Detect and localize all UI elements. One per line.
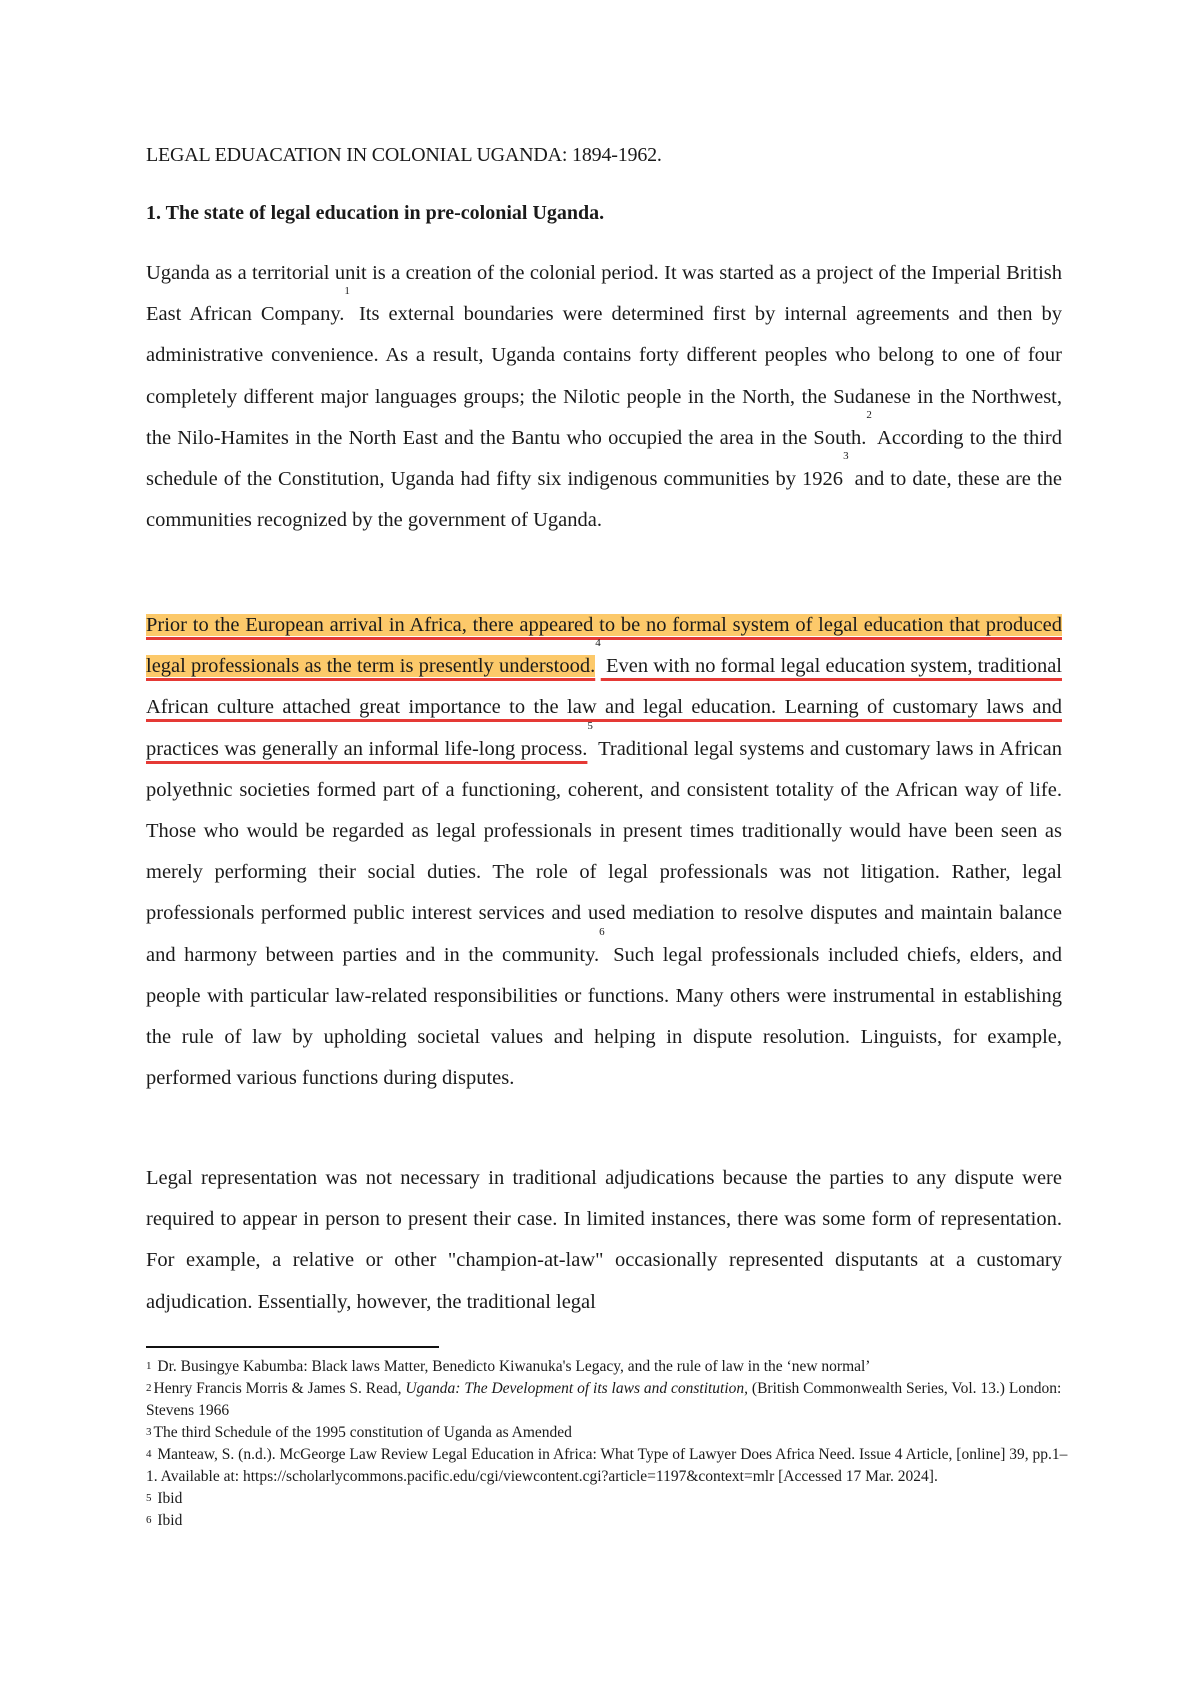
footnote-ref-5[interactable]: 5 <box>587 719 593 732</box>
footnote-1 <box>146 1356 1076 1378</box>
footnote-ref-1[interactable]: 1 <box>344 285 350 298</box>
footnote-number: 2 <box>146 1382 152 1394</box>
paragraph-2 <box>146 605 1062 1099</box>
p2-sentence-2: Traditional legal systems and customary laws in African polyethnic societies formed part of a functioning, coherent, and consistent totality of the African way of life. Those who would be regarded as legal professionals in present times traditionally would have been seen as merely performing their social duties. The role of legal professionals was not litigation. Rather, legal professionals performed public interest services and used mediation to resolve disputes and maintain balance and harmony between parties and in the community. <box>146 737 1063 966</box>
footnote-text: The third Schedule of the 1995 constitution of Uganda as Amended <box>153 1424 572 1441</box>
p1-sentence-1: Uganda as a territorial unit is a creation of the colonial period. It was started as a project of the Imperial British East African Company. <box>146 262 1062 326</box>
footnote-5 <box>146 1488 1076 1510</box>
footnote-text: Dr. Busingye Kabumba: Black laws Matter, Benedicto Kiwanuka's Legacy, and the rule of law in the ‘new normal’ <box>153 1358 871 1375</box>
footnote-number: 3 <box>146 1426 152 1438</box>
footnote-4 <box>146 1444 1076 1488</box>
footnote-text: Ibid <box>153 1490 183 1507</box>
p1-sentence-3: According to the third schedule of the Constitution, Uganda had fifty six indigenous communities by 1926 <box>146 426 1062 491</box>
highlighted-text: Prior to the European arrival in Africa, there appeared to be no formal system of legal education that produced legal professionals as the term is presently understood. <box>146 614 1062 678</box>
p2-sentence-3: Such legal professionals included chiefs, elders, and people with particular law-related responsibilities or functions. Many others were instrumental in establishing the rule of law by upholding societal values and helping in dispute resolution. Linguists, for example, performed various functions during disputes. <box>146 943 1062 1090</box>
footnote-number: 4 <box>146 1448 152 1460</box>
paragraph-1 <box>146 253 1062 541</box>
footnote-ref-4[interactable]: 4 <box>595 637 601 650</box>
underlined-text: Even with no formal legal education system, traditional African culture attached great importance to the law and legal education. Learning of customary laws and practices was generally an informal life-long process. <box>146 655 1062 760</box>
paragraph-3: Legal representation was not necessary in traditional adjudications because the parties to any dispute were required to appear in person to present their case. In limited instances, there was some form of representation. For example, a relative or other "champion-at-law" occasionally represented disputants at a customary adjudication. Essentially, however, the traditional legal <box>146 1167 1062 1313</box>
footnote-text: Ibid <box>153 1512 183 1529</box>
footnote-ref-3[interactable]: 3 <box>843 450 849 463</box>
footnote-ref-6[interactable]: 6 <box>599 925 605 938</box>
footnote-text: (British Commonwealth Series, Vol. 13.) London: Stevens 1966 <box>146 1380 1062 1419</box>
footnote-number: 5 <box>146 1492 152 1504</box>
p1-sentence-4: and to date, these are the communities recognized by the government of Uganda. <box>146 468 1062 532</box>
footnotes <box>146 1356 1076 1532</box>
footnote-text: Manteaw, S. (n.d.). McGeorge Law Review Legal Education in Africa: What Type of Lawyer Does Africa Need. Issue 4 Article, [online] 39, pp.1–1. Available at: https://scholarlycommons.pacific.edu/cgi/viewcontent.cgi?article=1197&context=mlr [Accessed 17 Mar. 2024]. <box>146 1446 1068 1485</box>
section-heading: 1. The state of legal education in pre-colonial Uganda. <box>146 202 605 224</box>
footnote-book-title: Uganda: The Development of its laws and constitution, <box>405 1380 749 1397</box>
footnote-separator <box>146 1346 439 1348</box>
footnote-ref-2[interactable]: 2 <box>866 408 872 421</box>
p1-sentence-2: Its external boundaries were determined first by internal agreements and then by administrative convenience. As a result, Uganda contains forty different peoples who belong to one of four completely different major languages groups; the Nilotic people in the North, the Sudanese in the Northwest, the Nilo-Hamites in the North East and the Bantu who occupied the area in the South. <box>146 303 1062 449</box>
footnote-6 <box>146 1510 1076 1532</box>
footnote-2 <box>146 1378 1076 1422</box>
footnote-number: 1 <box>146 1360 152 1372</box>
document-title: LEGAL EDUACATION IN COLONIAL UGANDA: 1894-1962. <box>146 144 662 166</box>
footnote-3 <box>146 1422 1076 1444</box>
footnote-number: 6 <box>146 1514 152 1526</box>
footnote-text: Henry Francis Morris & James S. Read, <box>153 1380 406 1397</box>
